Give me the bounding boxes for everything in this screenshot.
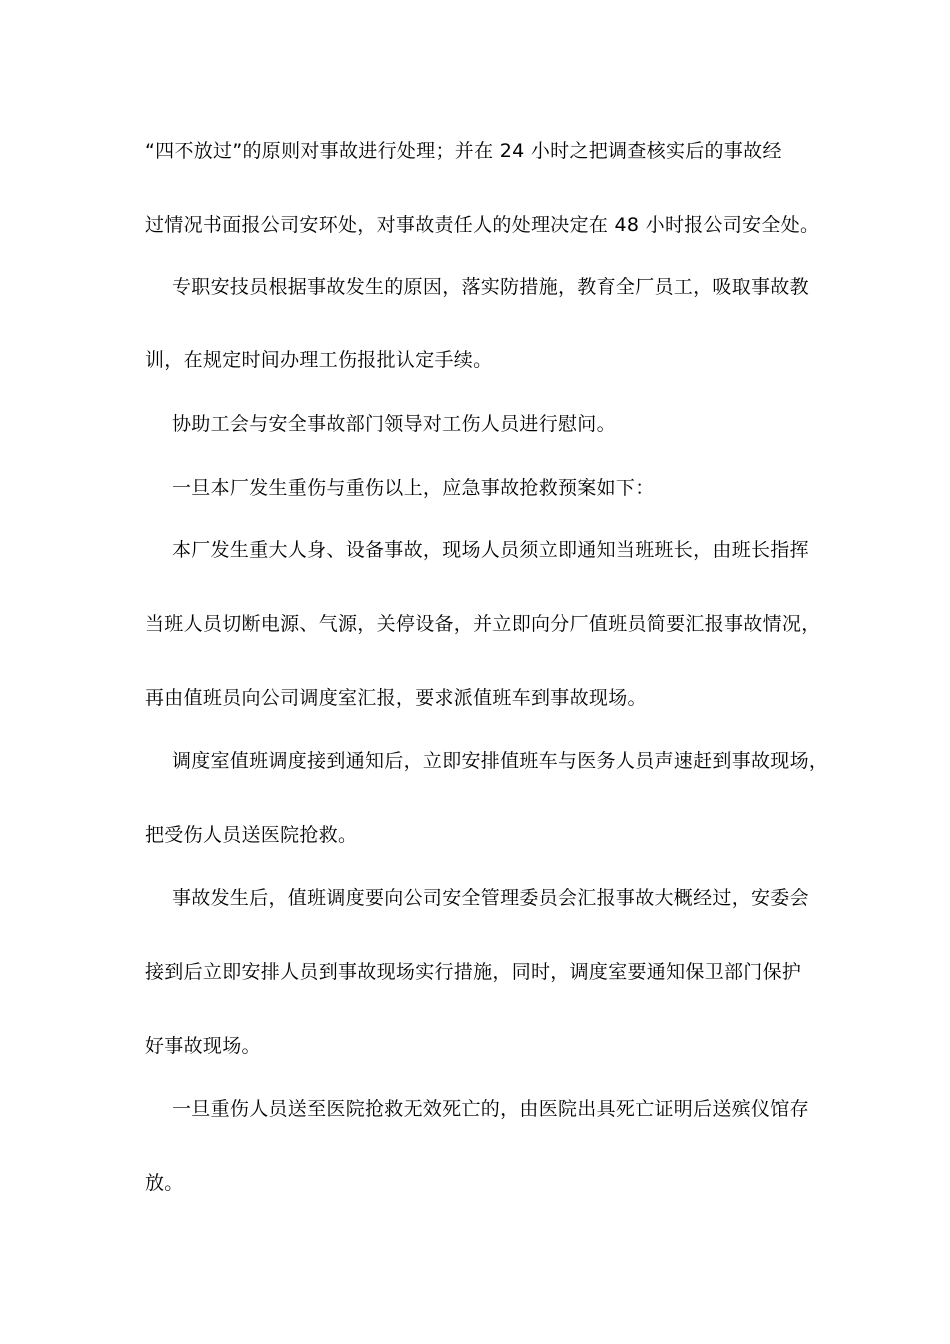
text-line: 一旦重伤人员送至医院抢救无效死亡的，由医院出具死亡证明后送殡仪馆存	[172, 1098, 809, 1120]
text-line: 过情况书面报公司安环处，对事故责任人的处理决定在 48 小时报公司安全处。	[145, 214, 820, 236]
text-line: 协助工会与安全事故部门领导对工伤人员进行慰问。	[172, 413, 616, 435]
text-line: 本厂发生重大人身、设备事故，现场人员须立即通知当班班长，由班长指挥	[172, 539, 809, 561]
text-line: 训，在规定时间办理工伤报批认定手续。	[145, 349, 493, 371]
text-line: 调度室值班调度接到通知后，立即安排值班车与医务人员声速赶到事故现场，	[172, 750, 829, 772]
text-line: “四不放过”的原则对事故进行处理；并在 24 小时之把调查核实后的事故经	[145, 140, 782, 162]
text-line: 一旦本厂发生重伤与重伤以上，应急事故抢救预案如下：	[172, 477, 655, 499]
text-line: 接到后立即安排人员到事故现场实行措施，同时，调度室要通知保卫部门保护	[145, 961, 802, 983]
text-line: 好事故现场。	[145, 1035, 261, 1057]
text-line: 放。	[145, 1172, 184, 1194]
text-line: 事故发生后，值班调度要向公司安全管理委员会汇报事故大概经过，安委会	[172, 887, 809, 909]
text-line: 把受伤人员送医院抢救。	[145, 824, 358, 846]
text-line: 当班人员切断电源、气源，关停设备，并立即向分厂值班员简要汇报事故情况，	[145, 613, 821, 635]
text-line: 专职安技员根据事故发生的原因，落实防措施，教育全厂员工，吸取事故教	[172, 276, 809, 298]
text-line: 再由值班员向公司调度室汇报，要求派值班车到事故现场。	[145, 687, 647, 709]
